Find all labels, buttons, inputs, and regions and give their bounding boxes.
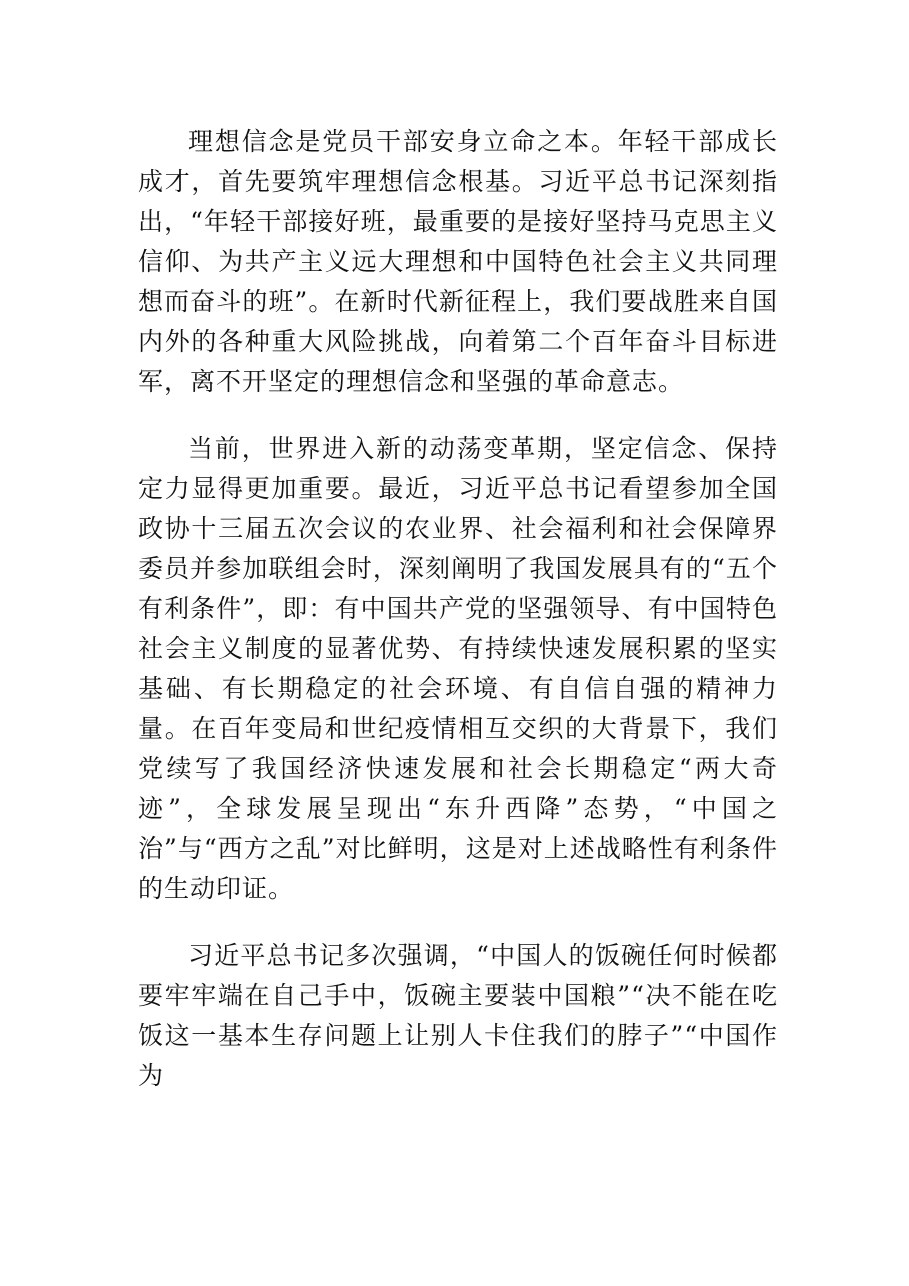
paragraph-food-security: 习近平总书记多次强调，“中国人的饭碗任何时候都要牢牢端在自己手中，饭碗主要装中国粮”“决不能在吃饭这一基本生存问题上让别人卡住我们的脖子”“中国作为 [138, 941, 778, 1090]
document-body [138, 122, 778, 1096]
paragraph-current-situation: 当前，世界进入新的动荡变革期，坚定信念、保持定力显得更加重要。最近，习近平总书记看望参加全国政协十三届五次会议的农业界、社会福利和社会保障界委员并参加联组会时，深刻阐明了我国发展具有的“五个有利条件”，即：有中国共产党的坚强领导、有中国特色社会主义制度的显著优势、有持续快速发展积累的坚实基础、有长期稳定的社会环境、有自信自强的精神力量。在百年变局和世纪疫情相互交织的大背景下，我们党续写了我国经济快速发展和社会长期稳定“两大奇迹”，全球发展呈现出“东升西降”态势，“中国之治”与“西方之乱”对比鲜明，这是对上述战略性有利条件的生动印证。 [138, 434, 778, 903]
paragraph-ideals: 理想信念是党员干部安身立命之本。年轻干部成长成才，首先要筑牢理想信念根基。习近平总书记深刻指出，“年轻干部接好班，最重要的是接好坚持马克思主义信仰、为共产主义远大理想和中国特色社会主义共同理想而奋斗的班”。在新时代新征程上，我们要战胜来自国内外的各种重大风险挑战，向着第二个百年奋斗目标进军，离不开坚定的理想信念和坚强的革命意志。 [138, 127, 778, 396]
